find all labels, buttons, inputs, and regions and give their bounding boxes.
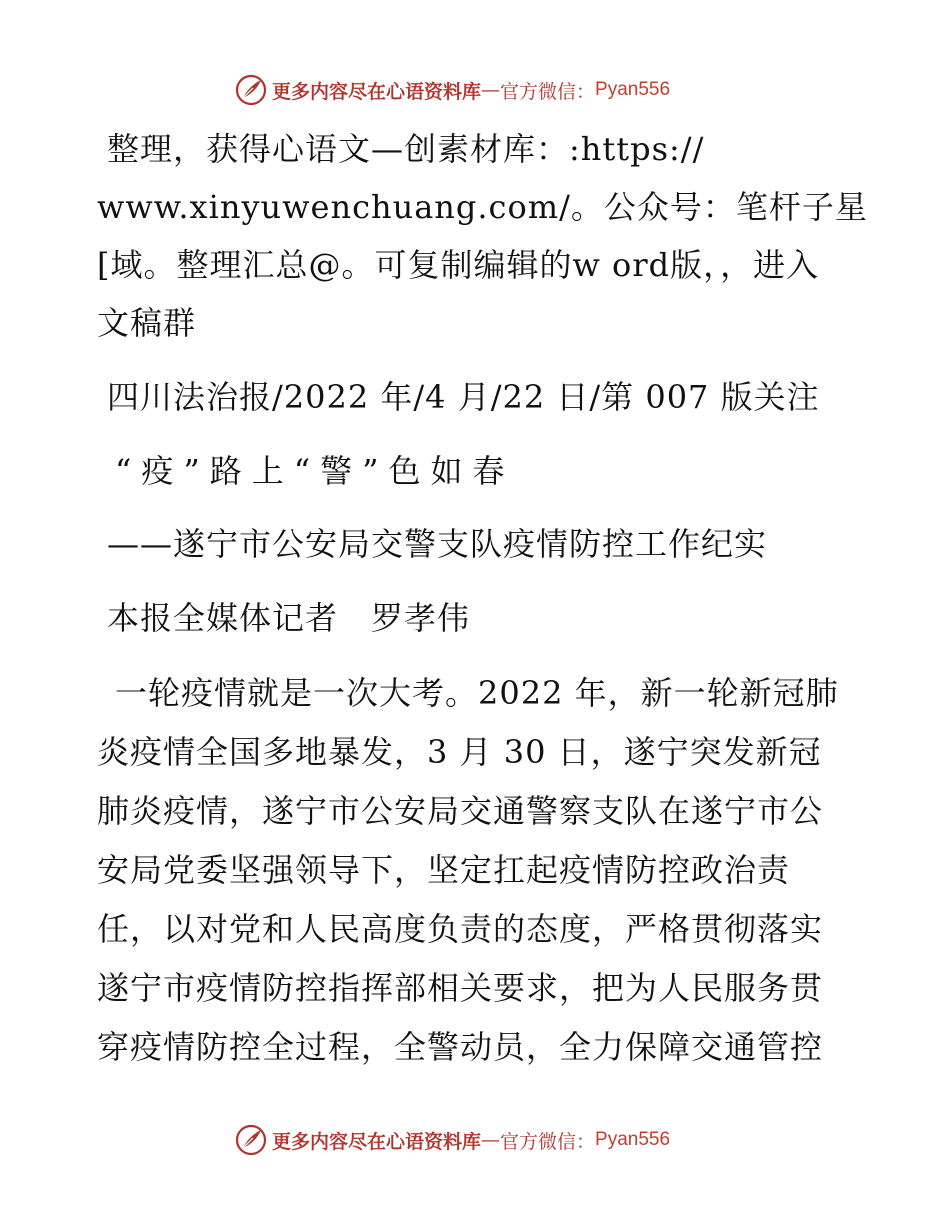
watermark-contact-id: Pyan556 xyxy=(595,1129,671,1150)
intro-line: [域。整理汇总@。可复制编辑的w ord版，，进入 xyxy=(97,246,820,284)
body-line: 遂宁市疫情防控指挥部相关要求，把为人民服务贯 xyxy=(97,969,824,1007)
body-line: 安局党委坚强领导下，坚定扛起疫情防控政治责 xyxy=(97,851,791,889)
article-title: “疫”路上“警”色如春 xyxy=(115,452,515,490)
body-line: 任，以对党和人民高度负责的态度，严格贯彻落实 xyxy=(97,910,824,948)
watermark-text: 更多内容尽在心语资料库 xyxy=(272,80,482,103)
watermark-separator: — xyxy=(481,79,501,101)
watermark-contact-label: 官方微信： xyxy=(500,1130,596,1153)
body-line: 肺炎疫情，遂宁市公安局交通警察支队在遂宁市公 xyxy=(97,792,824,830)
intro-line: 整理，获得心语文—创素材库：:https:// xyxy=(107,130,705,168)
footer-watermark xyxy=(234,1122,670,1158)
intro-line: 文稿群 xyxy=(97,304,197,342)
watermark-contact-id: Pyan556 xyxy=(595,79,671,100)
watermark-text: 更多内容尽在心语资料库 xyxy=(272,1130,482,1153)
intro-line: www.xinyuwenchuang.com/。公众号：笔杆子星 xyxy=(97,188,868,226)
body-line: 一轮疫情就是一次大考。2022 年，新一轮新冠肺 xyxy=(115,674,839,712)
source-line: 四川法治报/2022 年/4 月/22 日/第 007 版关注 xyxy=(107,378,820,416)
feather-pen-logo-icon xyxy=(234,1123,268,1157)
header-watermark xyxy=(234,72,670,108)
body-line: 炎疫情全国多地暴发，3 月 30 日，遂宁突发新冠 xyxy=(97,733,822,771)
watermark-contact-label: 官方微信： xyxy=(500,80,596,103)
feather-pen-logo-icon xyxy=(234,73,268,107)
watermark-separator: — xyxy=(481,1129,501,1151)
article-subtitle: ——遂宁市公安局交警支队疫情防控工作纪实 xyxy=(107,525,768,563)
byline: 本报全媒体记者 罗孝伟 xyxy=(107,599,471,637)
body-line: 穿疫情防控全过程，全警动员，全力保障交通管控 xyxy=(97,1028,824,1066)
